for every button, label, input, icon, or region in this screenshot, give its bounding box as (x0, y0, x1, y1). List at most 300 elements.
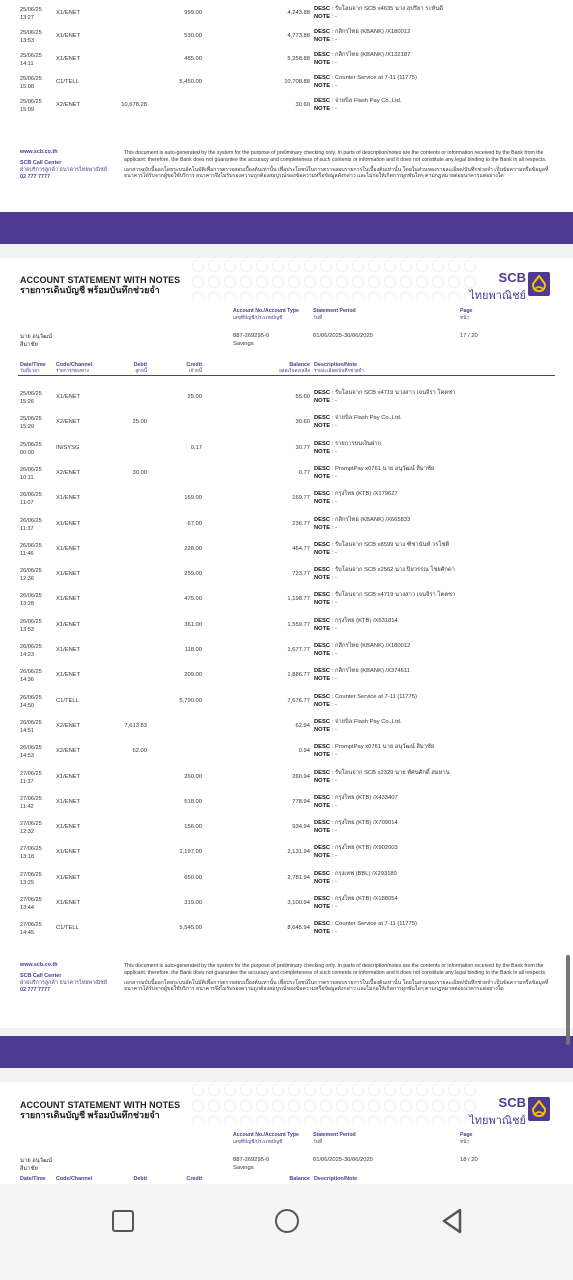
col-code-thai: รายการ/ช่องทาง (56, 368, 89, 373)
col-debit: Debit (133, 1176, 147, 1182)
row-desc: DESC : PromptPay x0761 นาย อนุวัฒน์ สิมาชัย (314, 744, 435, 751)
row-description (314, 693, 417, 709)
row-note: NOTE : - (314, 726, 337, 733)
row-desc: DESC : Counter Service at 7-11 (11775) (314, 921, 417, 928)
row-credit: 650.00 (184, 874, 202, 881)
recents-square-icon[interactable] (112, 1210, 134, 1232)
period-label-thai: วันที่ (313, 1140, 323, 1145)
row-credit: 518.00 (184, 798, 202, 805)
row-datetime (20, 770, 60, 786)
row-date: 26/06/25 (20, 593, 42, 600)
row-note: NOTE : - (314, 853, 337, 860)
row-note: NOTE : - (314, 423, 337, 430)
page-label: Page (460, 1132, 473, 1138)
row-note: NOTE : - (314, 473, 337, 480)
row-desc: DESC : กสิกรไทย (KBANK) /X374611 (314, 668, 410, 675)
row-balance: 2,781.94 (287, 874, 310, 881)
row-date: 26/06/25 (20, 719, 42, 726)
row-datetime (20, 719, 60, 735)
row-description (314, 516, 410, 532)
row-datetime (20, 542, 60, 558)
row-balance: 464.77 (292, 545, 310, 552)
row-description (314, 97, 402, 113)
row-time: 13:18 (20, 854, 34, 861)
row-balance: 778.94 (292, 798, 310, 805)
row-time: 14:45 (20, 930, 34, 937)
row-code: X1/ENET (56, 10, 81, 16)
row-description (314, 490, 398, 506)
row-balance: 55.60 (295, 394, 310, 400)
row-note: NOTE : - (314, 549, 337, 556)
row-description (314, 794, 398, 810)
row-datetime (20, 75, 60, 91)
row-note: NOTE : - (314, 828, 337, 835)
customer-first-name: นาย อนุวัฒน์ (20, 1158, 53, 1164)
row-time: 14:11 (20, 61, 34, 67)
col-balance: Balance (289, 362, 310, 368)
row-time: 13:53 (20, 38, 34, 44)
statement-title (20, 1100, 180, 1120)
row-credit: 209.00 (184, 672, 202, 679)
row-code: X1/ENET (56, 56, 81, 62)
statement-title-english: ACCOUNT STATEMENT WITH NOTES (20, 275, 181, 285)
row-balance: 260.94 (292, 773, 310, 780)
footer-contact (20, 149, 107, 181)
call-center-phone[interactable]: 02 777 7777 (20, 174, 50, 180)
scb-logo-thai: ไทยพาณิชย์ (469, 290, 526, 302)
col-description: Description/Note (314, 1176, 358, 1182)
row-date: 25/06/25 (20, 76, 42, 82)
disclaimer-english: This document is auto-generated by the system for the purpose of preliminary checking only. In parts of description/notes are the contents or information received by the Bank from the applicant; therefore, the Bank does not guarantee the accuracy and completeness of such contents or information and it does not constitute any legal binding to the Bank in all respects. (124, 150, 547, 163)
col-credit: Credit (186, 1176, 202, 1182)
row-code: X2/ENET (56, 419, 81, 426)
row-date: 25/06/25 (20, 7, 42, 13)
row-note: NOTE : - (314, 929, 337, 936)
row-code: X1/ENET (56, 874, 81, 881)
row-code: X2/ENET (56, 102, 81, 108)
row-debit: 7,613.83 (124, 722, 147, 729)
row-desc: DESC : กรุงไทย (KTB) /X631814 (314, 617, 398, 624)
col-credit: Credit (186, 362, 202, 368)
row-note: NOTE : - (314, 904, 337, 910)
row-description (314, 465, 434, 481)
header-rule (18, 375, 555, 376)
statement-title-thai: รายการเดินบัญชี พร้อมบันทึกช่วยจำ (20, 1110, 160, 1120)
row-datetime (20, 694, 60, 710)
row-note: NOTE : - (314, 448, 337, 455)
row-credit: 999.00 (184, 10, 202, 16)
row-description (314, 870, 397, 886)
customer-first-name: นาย อนุวัฒน์ (20, 334, 53, 340)
row-time: 15:08 (20, 84, 34, 90)
col-code: Code/Channel (56, 1176, 93, 1182)
row-balance: 0.94 (298, 748, 310, 755)
row-note: NOTE : - (314, 60, 337, 66)
call-center-thai: ฝ่ายบริการลูกค้า ธนาคารไทยพาณิชย์ (20, 980, 107, 986)
row-description (314, 74, 417, 90)
row-credit: 361.00 (184, 621, 202, 628)
row-description (314, 920, 417, 936)
row-desc: DESC : กรุงไทย (KTB) /X179627 (314, 491, 398, 498)
row-description (314, 414, 402, 430)
account-no-label: Account No./Account Type (233, 1132, 299, 1138)
statement-page-17 (0, 258, 573, 1028)
page-number: 18 / 20 (460, 1157, 478, 1163)
row-time: 15:29 (20, 424, 34, 431)
row-time: 14:23 (20, 652, 34, 658)
row-note: NOTE : - (314, 37, 337, 43)
row-code: X1/ENET (56, 394, 81, 400)
row-desc: DESC : รับโอนจาก SCB x4719 นางสาว เจนจิรา โคตชา (314, 592, 456, 599)
row-desc: DESC : จ่ายบิล Flash Pay Co.,Ltd. (314, 718, 402, 725)
row-balance: 2,131.94 (287, 849, 310, 856)
row-time: 11:07 (20, 500, 34, 507)
row-note: NOTE : - (314, 600, 337, 607)
row-note: NOTE : - (314, 398, 337, 404)
row-balance: 10,708.88 (284, 79, 310, 85)
disclaimer-thai: เอกสารฉบับนี้ออกโดยระบบอัตโนมัติเพื่อการตรวจสอบเบื้องต้นเท่านั้น เพื่อประโยชน์ในการตรวจสอบรายการในเบื้องต้นเท่านั้น โดยในส่วนของรายละเอียด/บันทึกช่วยจำ เป็นข้อความหรือข้อมูลที่ธนาคารได้รับจากผู้ขอใช้บริการ ธนาคารจึงไม่รับรองความถูกต้องสมบูรณ์ของข้อความหรือข้อมูลดังกล่าว และไม่ก่อให้เกิดการผูกพันใดๆ ตามกฎหมายต่อธนาคารแต่อย่างใด (124, 979, 549, 993)
row-date: 27/06/25 (20, 795, 42, 802)
row-description (314, 667, 410, 683)
row-datetime (20, 6, 60, 22)
row-code: X1/ENET (56, 672, 81, 679)
website-link[interactable]: www.scb.co.th (20, 149, 58, 155)
page-label-thai: หน้า (460, 1140, 470, 1145)
row-datetime (20, 845, 60, 861)
scb-logo-text: SCB (498, 1095, 526, 1110)
page-number: 17 / 20 (460, 333, 478, 339)
row-date: 27/06/25 (20, 846, 42, 853)
row-time: 00:00 (20, 449, 34, 456)
disclaimer (124, 150, 552, 183)
row-code: X1/ENET (56, 520, 81, 527)
row-credit: 5,790.00 (179, 697, 202, 704)
statement-title-english: ACCOUNT STATEMENT WITH NOTES (20, 1100, 181, 1110)
row-code: C1/TELL (56, 79, 79, 85)
row-description (314, 844, 398, 860)
row-credit: 118.00 (184, 647, 202, 653)
page-label: Page (460, 308, 473, 314)
row-date: 26/06/25 (20, 644, 42, 650)
customer-name (20, 1157, 52, 1173)
row-code: C1/TELL (56, 925, 79, 932)
row-code: X1/ENET (56, 849, 81, 856)
row-datetime (20, 921, 60, 937)
row-time: 11:37 (20, 778, 34, 785)
row-description (314, 895, 398, 911)
call-center-thai: ฝ่ายบริการลูกค้า ธนาคารไทยพาณิชย์ (20, 167, 107, 173)
col-debit-thai: ลูกหนี้ (135, 368, 147, 373)
row-date: 27/06/25 (20, 871, 42, 878)
row-code: X1/ENET (56, 33, 81, 39)
row-note: NOTE : - (314, 802, 337, 809)
customer-last-name: สิมาชัย (20, 1166, 38, 1172)
row-desc: DESC : Counter Service at 7-11 (11775) (314, 75, 417, 81)
row-desc: DESC : กรุงเทพ (BBL) /X293180 (314, 870, 397, 877)
row-date: 25/06/25 (20, 416, 42, 423)
row-datetime (20, 52, 60, 68)
row-date: 26/06/25 (20, 542, 42, 549)
row-balance: 30.60 (295, 102, 310, 108)
statement-period: 01/06/2025-30/06/2025 (313, 1157, 373, 1163)
row-debit: 25.00 (132, 419, 147, 426)
row-date: 26/06/25 (20, 568, 42, 575)
statement-page-18 (0, 1082, 573, 1184)
row-time: 14:51 (20, 727, 34, 734)
row-note: NOTE : - (314, 83, 337, 89)
row-balance: 4,773.88 (287, 33, 310, 39)
scb-logo-icon (528, 272, 550, 296)
row-code: X1/ENET (56, 545, 81, 552)
row-credit: 260.00 (184, 773, 202, 780)
row-description (314, 591, 455, 607)
row-balance: 1,677.77 (287, 647, 310, 653)
row-debit: 30.00 (132, 469, 147, 476)
row-balance: 8,645.94 (287, 925, 310, 932)
row-desc: DESC : กสิกรไทย (KBANK) /X665833 (314, 516, 411, 523)
row-code: X1/ENET (56, 596, 81, 603)
row-balance: 1,886.77 (287, 672, 310, 679)
col-datetime: Date/Time (20, 362, 46, 368)
row-date: 26/06/25 (20, 618, 42, 625)
col-description-thai: รายละเอียด/บันทึกช่วยจำ (314, 368, 364, 373)
row-desc: DESC : กรุงไทย (KTB) /X902003 (314, 845, 398, 852)
row-date: 26/06/25 (20, 492, 42, 499)
back-triangle-icon[interactable] (441, 1208, 463, 1236)
row-code: X1/ENET (56, 571, 81, 578)
row-credit: 319.00 (184, 900, 202, 906)
row-desc: DESC : จ่ายบิล Flash Pay Co.,Ltd. (314, 415, 402, 422)
row-code: X1/ENET (56, 824, 81, 831)
row-note: NOTE : - (314, 878, 337, 885)
row-date: 25/06/25 (20, 441, 42, 448)
row-description (314, 718, 402, 734)
row-credit: 530.00 (184, 33, 202, 39)
row-note: NOTE : - (314, 575, 337, 582)
row-note: NOTE : - (314, 777, 337, 784)
row-note: NOTE : - (314, 625, 337, 632)
row-note: NOTE : - (314, 14, 337, 20)
row-date: 26/06/25 (20, 694, 42, 701)
period-label: Statement Period (313, 308, 356, 314)
row-desc: DESC : รับโอนจาก SCB x2562 นาง ปิยวรรณ โชยศักดา (314, 567, 455, 574)
row-desc: DESC : จ่ายบิล Flash Pay Co.,Ltd. (314, 98, 402, 104)
period-label: Statement Period (313, 1132, 356, 1138)
page-separator-band (0, 212, 573, 244)
row-date: 27/06/25 (20, 922, 42, 929)
row-time: 11:46 (20, 550, 34, 557)
row-time: 13:27 (20, 15, 34, 21)
row-credit: 67.00 (187, 520, 202, 527)
row-description (314, 541, 449, 557)
row-code: X2/ENET (56, 722, 81, 729)
row-balance: 30.60 (295, 419, 310, 426)
row-code: X1/ENET (56, 495, 81, 502)
page-label-thai: หน้า (460, 316, 470, 321)
row-balance: 30.77 (295, 444, 310, 451)
col-datetime-thai: วันที่/เวลา (20, 368, 40, 373)
row-time: 14:36 (20, 677, 34, 684)
row-balance: 1,559.77 (287, 621, 310, 628)
row-datetime (20, 618, 60, 634)
scrollbar-thumb[interactable] (566, 955, 570, 1045)
col-debit: Debit (133, 362, 147, 368)
row-description (314, 819, 398, 835)
row-datetime (20, 592, 60, 608)
row-description (314, 743, 434, 759)
row-desc: DESC : กสิกรไทย (KBANK) /X132187 (314, 52, 411, 58)
row-desc: DESC : รับโอนจาก SCB x4719 นางสาว เจนจิรา โคตชา (314, 390, 456, 396)
row-datetime (20, 668, 60, 684)
row-desc: DESC : กรุงไทย (KTB) /X433407 (314, 794, 398, 801)
table-row (0, 96, 573, 126)
website-link[interactable]: www.scb.co.th (20, 962, 58, 968)
col-datetime: Date/Time (20, 1176, 46, 1182)
row-datetime (20, 29, 60, 45)
row-description (314, 617, 398, 633)
row-credit: 25.00 (187, 394, 202, 400)
row-code: C1/TELL (56, 697, 79, 704)
scb-logo-icon (528, 1097, 550, 1121)
account-no-label: Account No./Account Type (233, 308, 299, 314)
scb-logo-thai: ไทยพาณิชย์ (469, 1115, 526, 1127)
row-balance: 3,100.94 (287, 900, 310, 906)
row-desc: DESC : รับโอนจาก SCB x2329 นาย ทัศนศักดิ์ สมหาน (314, 769, 450, 776)
row-credit: 156.00 (184, 824, 202, 831)
home-circle-icon[interactable] (275, 1209, 299, 1233)
row-credit: 169.00 (184, 495, 202, 502)
row-datetime (20, 896, 60, 912)
statement-page-16-tail (0, 0, 573, 222)
row-datetime (20, 491, 60, 507)
row-datetime (20, 567, 60, 583)
row-datetime (20, 871, 60, 887)
row-date: 26/06/25 (20, 745, 42, 752)
row-date: 25/06/25 (20, 53, 42, 59)
account-type: Savings (233, 1165, 254, 1171)
header-watermark-pattern (190, 1082, 480, 1122)
row-description (314, 642, 410, 658)
period-label-thai: วันที่ (313, 316, 323, 321)
row-time: 11:42 (20, 803, 34, 810)
row-note: NOTE : - (314, 524, 337, 531)
row-datetime (20, 795, 60, 811)
row-balance: 934.94 (292, 824, 310, 831)
row-balance: 236.77 (292, 520, 310, 527)
row-desc: DESC : กสิกรไทย (KBANK) /X180012 (314, 29, 411, 35)
scb-logo (469, 270, 550, 306)
row-datetime (20, 517, 60, 533)
android-nav-bar (0, 1184, 573, 1280)
row-datetime (20, 466, 60, 482)
row-note: NOTE : - (314, 651, 337, 657)
row-time: 13:25 (20, 879, 34, 886)
row-date: 27/06/25 (20, 897, 42, 903)
account-type: Savings (233, 341, 254, 347)
row-desc: DESC : PromptPay x0761 นาย อนุวัฒน์ สิมาชัย (314, 465, 435, 472)
row-debit: 62.00 (132, 748, 147, 755)
row-description (314, 440, 381, 456)
row-time: 15:09 (20, 107, 34, 113)
row-date: 25/06/25 (20, 391, 42, 397)
row-credit: 485.00 (184, 56, 202, 62)
row-datetime (20, 820, 60, 836)
scb-logo (469, 1095, 550, 1131)
row-description (314, 28, 410, 44)
row-date: 26/06/25 (20, 669, 42, 676)
row-balance: 4,243.88 (287, 10, 310, 16)
row-datetime (20, 441, 60, 457)
row-credit: 1,197.00 (179, 849, 202, 856)
row-description (314, 389, 455, 405)
statement-title (20, 275, 180, 295)
row-time: 13:28 (20, 601, 34, 608)
disclaimer-thai: เอกสารฉบับนี้ออกโดยระบบอัตโนมัติเพื่อการตรวจสอบเบื้องต้นเท่านั้น เพื่อประโยชน์ในการตรวจสอบรายการในเบื้องต้นเท่านั้น โดยในส่วนของรายละเอียด/บันทึกช่วยจำ เป็นข้อความหรือข้อมูลที่ธนาคารได้รับจากผู้ขอใช้บริการ ธนาคารจึงไม่รับรองความถูกต้องสมบูรณ์ของข้อความหรือข้อมูลดังกล่าว และไม่ก่อให้เกิดการผูกพันใดๆ ตามกฎหมายต่อธนาคารแต่อย่างใด (124, 166, 549, 180)
row-time: 12:32 (20, 829, 34, 836)
row-balance: 723.77 (292, 571, 310, 578)
row-code: X1/ENET (56, 900, 81, 906)
table-row (0, 919, 573, 949)
row-time: 11:37 (20, 525, 34, 532)
row-credit: 5,545.00 (179, 925, 202, 932)
row-balance: 62.94 (295, 722, 310, 729)
row-note: NOTE : - (314, 106, 337, 112)
row-description (314, 566, 455, 582)
row-code: X1/ENET (56, 798, 81, 805)
row-credit: 475.00 (184, 596, 202, 603)
customer-last-name: สิมาชัย (20, 342, 38, 348)
row-time: 13:53 (20, 626, 34, 633)
row-desc: DESC : กรุงไทย (KTB) /X188054 (314, 896, 398, 902)
statement-period: 01/06/2025-30/06/2025 (313, 333, 373, 339)
row-datetime (20, 98, 60, 114)
row-desc: DESC : Counter Service at 7-11 (11775) (314, 693, 417, 700)
col-code: Code/Channel (56, 362, 93, 368)
account-number: 887-269295-0 (233, 333, 270, 339)
row-desc: DESC : กสิกรไทย (KBANK) /X180012 (314, 643, 411, 649)
row-time: 14:53 (20, 753, 34, 760)
col-balance: Balance (289, 1176, 310, 1182)
statement-title-thai: รายการเดินบัญชี พร้อมบันทึกช่วยจำ (20, 285, 160, 295)
account-number: 887-269295-0 (233, 1157, 270, 1163)
row-note: NOTE : - (314, 676, 337, 683)
call-center-phone[interactable]: 02 777 7777 (20, 987, 50, 993)
row-note: NOTE : - (314, 701, 337, 708)
row-time: 10:11 (20, 474, 34, 481)
row-date: 26/06/25 (20, 466, 42, 473)
header-watermark-pattern (190, 258, 480, 298)
page-separator-band (0, 1036, 573, 1068)
row-datetime (20, 744, 60, 760)
row-time: 14:50 (20, 702, 34, 709)
customer-name (20, 333, 52, 349)
account-no-label-thai: เลขที่บัญชี/ประเภทบัญชี (233, 316, 283, 321)
row-time: 12:36 (20, 576, 34, 583)
col-description: Description/Note (314, 362, 358, 368)
call-center-label: SCB Call Center (20, 160, 62, 166)
row-credit: 259.00 (184, 571, 202, 578)
row-note: NOTE : - (314, 499, 337, 506)
disclaimer (124, 963, 552, 996)
row-date: 25/06/25 (20, 30, 42, 36)
row-code: X1/ENET (56, 773, 81, 780)
row-description (314, 5, 443, 21)
row-balance: 7,676.77 (287, 697, 310, 704)
row-balance: 169.77 (292, 495, 310, 502)
row-date: 25/06/25 (20, 99, 42, 105)
call-center-label: SCB Call Center (20, 973, 62, 979)
row-datetime (20, 390, 60, 406)
